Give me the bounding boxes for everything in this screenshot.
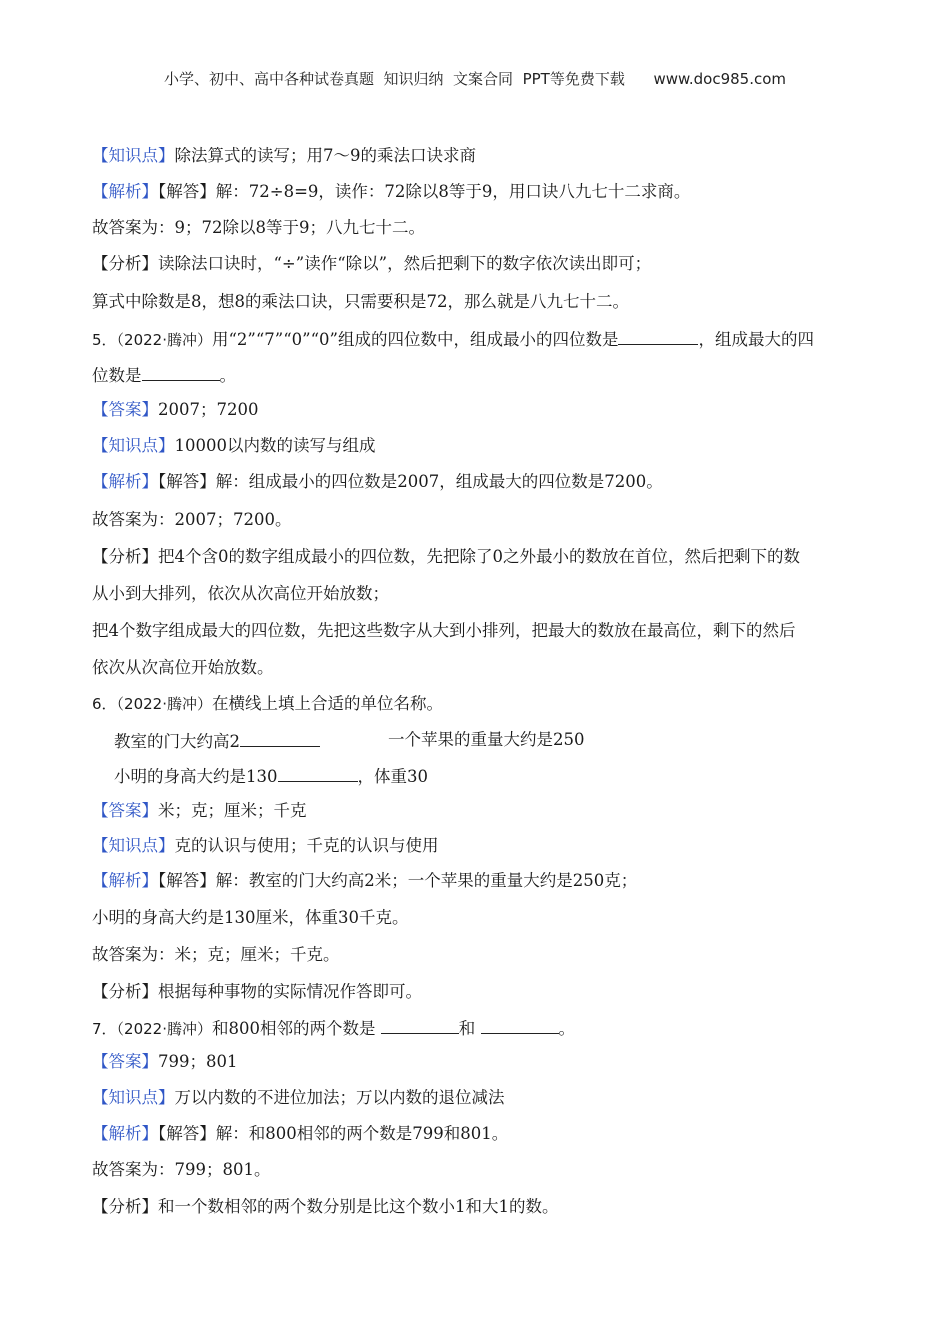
q7-stem-c: 。	[558, 1019, 575, 1038]
q7-knowledge-line	[92, 1088, 505, 1108]
q5-stem-line-2	[92, 364, 236, 386]
analysis-tag: 【解析】	[92, 871, 158, 890]
knowledge-tag: 【知识点】	[92, 436, 175, 455]
q6-blank-height[interactable]	[278, 765, 358, 782]
page-header: 小学、初中、高中各种试卷真题 知识归纳 文案合同 PPT等免费下载 www.doc985.com	[163, 70, 787, 88]
q5-stem-d: 。	[219, 366, 236, 385]
q4-conclusion: 故答案为：9；72除以8等于9；八九七十二。	[92, 218, 425, 237]
q7-blank-1[interactable]	[381, 1017, 459, 1034]
q6-item-4: ，体重30	[357, 767, 428, 786]
q6-fenxi-text: 根据每种事物的实际情况作答即可。	[158, 982, 422, 1001]
answer-tag: 【答案】	[92, 1052, 158, 1071]
q5-answer-line	[92, 400, 258, 420]
answer-prefix-tag: 【解答】	[158, 182, 216, 201]
q7-answer-text: 799；801	[158, 1052, 238, 1071]
q5-fenxi-text-2: 从小到大排列，依次从次高位开始放数；	[92, 584, 389, 603]
q6-solution-text: 解：教室的门大约高2米；一个苹果的重量大约是250克；	[215, 871, 638, 890]
q4-knowledge-text: 除法算式的读写；用7～9的乘法口诀求商	[174, 146, 476, 165]
q6-item-1: 教室的门大约高2	[114, 732, 240, 751]
knowledge-tag: 【知识点】	[92, 836, 175, 855]
q4-solution-text: 解：72÷8=9，读作：72除以8等于9，用口诀八九七十二求商。	[215, 182, 691, 201]
q6-item-1-line	[114, 730, 320, 752]
q6-item-3-line	[114, 765, 428, 787]
q6-solution-line	[92, 871, 637, 891]
q5-knowledge-text: 10000以内数的读写与组成	[174, 436, 376, 455]
q7-stem-b: 和	[458, 1019, 481, 1038]
answer-tag: 【答案】	[92, 801, 158, 820]
answer-prefix-tag: 【解答】	[158, 1124, 216, 1143]
q7-fenxi-text: 和一个数相邻的两个数分别是比这个数小1和大1的数。	[158, 1197, 559, 1216]
q5-fenxi-line	[92, 547, 800, 567]
answer-prefix-tag: 【解答】	[158, 871, 216, 890]
q6-solution-2: 小明的身高大约是130厘米，体重30千克。	[92, 908, 409, 927]
q6-knowledge-text: 克的认识与使用；千克的认识与使用	[174, 836, 439, 855]
q5-blank-max[interactable]	[142, 364, 220, 381]
knowledge-tag: 【知识点】	[92, 1088, 175, 1107]
answer-tag: 【答案】	[92, 400, 158, 419]
q5-stem-c: 位数是	[92, 366, 142, 385]
q6-answer-line	[92, 801, 307, 821]
q6-item-2: 一个苹果的重量大约是250	[388, 730, 585, 749]
q5-solution-line	[92, 472, 663, 492]
q5-solution-text: 解：组成最小的四位数是2007，组成最大的四位数是7200。	[215, 472, 663, 491]
q5-conclusion: 故答案为：2007；7200。	[92, 510, 292, 529]
q6-stem-line	[92, 694, 443, 714]
knowledge-tag: 【知识点】	[92, 146, 175, 165]
q4-knowledge-line	[92, 146, 476, 166]
analysis-tag: 【解析】	[92, 472, 158, 491]
q6-knowledge-line	[92, 836, 439, 856]
q4-fenxi-line	[92, 254, 651, 274]
q5-fenxi-text-1: 把4个含0的数字组成最小的四位数，先把除了0之外最小的数放在首位，然后把剩下的数	[158, 547, 800, 566]
q4-solution-line	[92, 182, 690, 202]
analysis-tag: 【解析】	[92, 182, 158, 201]
q5-fenxi-text-4: 依次从次高位开始放数。	[92, 658, 274, 677]
q5-blank-min[interactable]	[618, 328, 698, 345]
q7-answer-line	[92, 1052, 238, 1072]
fenxi-tag: 【分析】	[92, 1197, 158, 1216]
answer-prefix-tag: 【解答】	[158, 472, 216, 491]
q7-solution-line	[92, 1124, 508, 1144]
q4-fenxi-text-2: 算式中除数是8，想8的乘法口诀，只需要积是72，那么就是八九七十二。	[92, 292, 629, 311]
q5-stem-b: ，组成最大的四	[698, 330, 814, 349]
fenxi-tag: 【分析】	[92, 547, 158, 566]
q7-knowledge-text: 万以内数的不进位加法；万以内数的退位减法	[174, 1088, 505, 1107]
q7-solution-text: 解：和800相邻的两个数是799和801。	[215, 1124, 509, 1143]
fenxi-tag: 【分析】	[92, 982, 158, 1001]
q7-number: 7．（2022·腾冲）	[92, 1020, 212, 1038]
analysis-tag: 【解析】	[92, 1124, 158, 1143]
fenxi-tag: 【分析】	[92, 254, 158, 273]
q6-number: 6．（2022·腾冲）	[92, 695, 212, 713]
q5-stem-a: 用“2”“7”“0”“0”组成的四位数中，组成最小的四位数是	[212, 330, 619, 349]
q7-fenxi-line	[92, 1197, 559, 1217]
q5-stem-line-1	[92, 328, 814, 350]
q6-stem: 在横线上填上合适的单位名称。	[212, 694, 443, 713]
q6-fenxi-line	[92, 982, 422, 1002]
q6-answer-text: 米；克；厘米；千克	[158, 801, 307, 820]
q6-blank-door[interactable]	[240, 730, 320, 747]
q7-stem-a: 和800相邻的两个数是	[212, 1019, 381, 1038]
q7-stem-line	[92, 1017, 575, 1039]
q7-conclusion: 故答案为：799；801。	[92, 1160, 271, 1179]
q5-answer-text: 2007；7200	[158, 400, 259, 419]
q5-knowledge-line	[92, 436, 376, 456]
q7-blank-2[interactable]	[481, 1017, 559, 1034]
q6-conclusion: 故答案为：米；克；厘米；千克。	[92, 945, 340, 964]
q6-item-3: 小明的身高大约是130	[114, 767, 278, 786]
q5-number: 5．（2022·腾冲）	[92, 331, 212, 349]
q5-fenxi-text-3: 把4个数字组成最大的四位数，先把这些数字从大到小排列，把最大的数放在最高位，剩下的然后	[92, 621, 796, 640]
q4-fenxi-text-1: 读除法口诀时，“÷”读作“除以”，然后把剩下的数字依次读出即可；	[158, 254, 652, 273]
